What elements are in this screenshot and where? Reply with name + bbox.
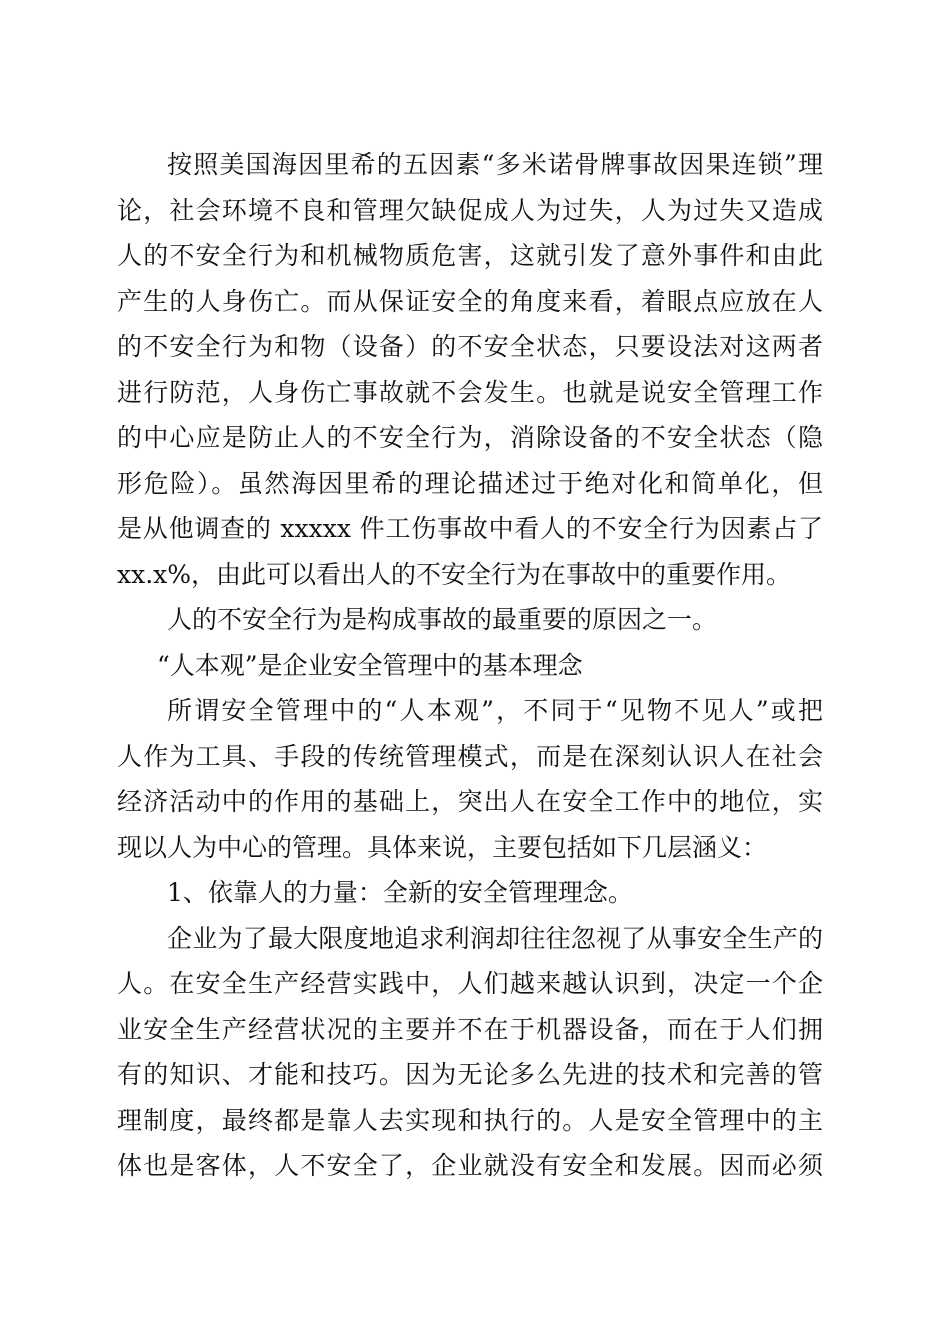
text-line: 理制度，最终都是靠人去实现和执行的。人是安全管理中的主 bbox=[117, 1105, 823, 1135]
paragraph-section-heading bbox=[117, 643, 823, 689]
text-line: 业安全生产经营状况的主要并不在于机器设备，而在于人们拥 bbox=[117, 1014, 823, 1044]
text-line: xx.x%，由此可以看出人的不安全行为在事故中的重要作用。 bbox=[117, 559, 792, 589]
text-line: 人的不安全行为是构成事故的最重要的原因之一。 bbox=[167, 605, 718, 634]
paragraph-unsafe-behavior bbox=[117, 597, 823, 643]
text-line: 经济活动中的作用的基础上，突出人在安全工作中的地位，实 bbox=[117, 787, 823, 816]
text-line: 体也是客体，人不安全了，企业就没有安全和发展。因而必须 bbox=[117, 1151, 823, 1180]
paragraph-heinrich-theory bbox=[117, 142, 823, 597]
text-line: 的不安全行为和物（设备）的不安全状态，只要设法对这两者 bbox=[117, 332, 823, 361]
text-line: 是从他调查的 xxxxx 件工伤事故中看人的不安全行为因素占了 bbox=[117, 514, 823, 543]
list-item: 1、依靠人的力量：全新的安全管理理念。 bbox=[167, 878, 633, 907]
text-line: 企业为了最大限度地追求利润却往往忽视了从事安全生产的 bbox=[167, 923, 823, 953]
paragraph-human-centered bbox=[117, 688, 823, 870]
text-line: 论，社会环境不良和管理欠缺促成人为过失，人为过失又造成 bbox=[117, 195, 823, 225]
text-line: 所谓安全管理中的“人本观”，不同于“见物不见人”或把 bbox=[167, 696, 823, 725]
text-line: 的中心应是防止人的不安全行为，消除设备的不安全状态（隐 bbox=[117, 423, 823, 452]
text-line: 形危险）。虽然海因里希的理论描述过于绝对化和简单化，但 bbox=[117, 468, 823, 498]
text-line: 现以人为中心的管理。具体来说，主要包括如下几层涵义： bbox=[117, 832, 768, 862]
text-line: 按照美国海因里希的五因素“多米诺骨牌事故因果连锁”理 bbox=[167, 150, 823, 179]
paragraph-list-item-1 bbox=[117, 870, 823, 916]
text-line: 人的不安全行为和机械物质危害，这就引发了意外事件和由此 bbox=[117, 241, 823, 270]
text-line: 进行防范，人身伤亡事故就不会发生。也就是说安全管理工作 bbox=[117, 377, 823, 407]
text-line: 有的知识、才能和技巧。因为无论多么先进的技术和完善的管 bbox=[117, 1060, 823, 1089]
text-line: 人。在安全生产经营实践中，人们越来越认识到，决定一个企 bbox=[117, 969, 823, 998]
text-line: 产生的人身伤亡。而从保证安全的角度来看，着眼点应放在人 bbox=[117, 286, 823, 316]
text-line: 人作为工具、手段的传统管理模式，而是在深刻认识人在社会 bbox=[117, 741, 823, 771]
section-heading: “人本观”是企业安全管理中的基本理念 bbox=[157, 650, 583, 680]
document-body bbox=[117, 142, 823, 1189]
paragraph-enterprise bbox=[117, 916, 823, 1189]
